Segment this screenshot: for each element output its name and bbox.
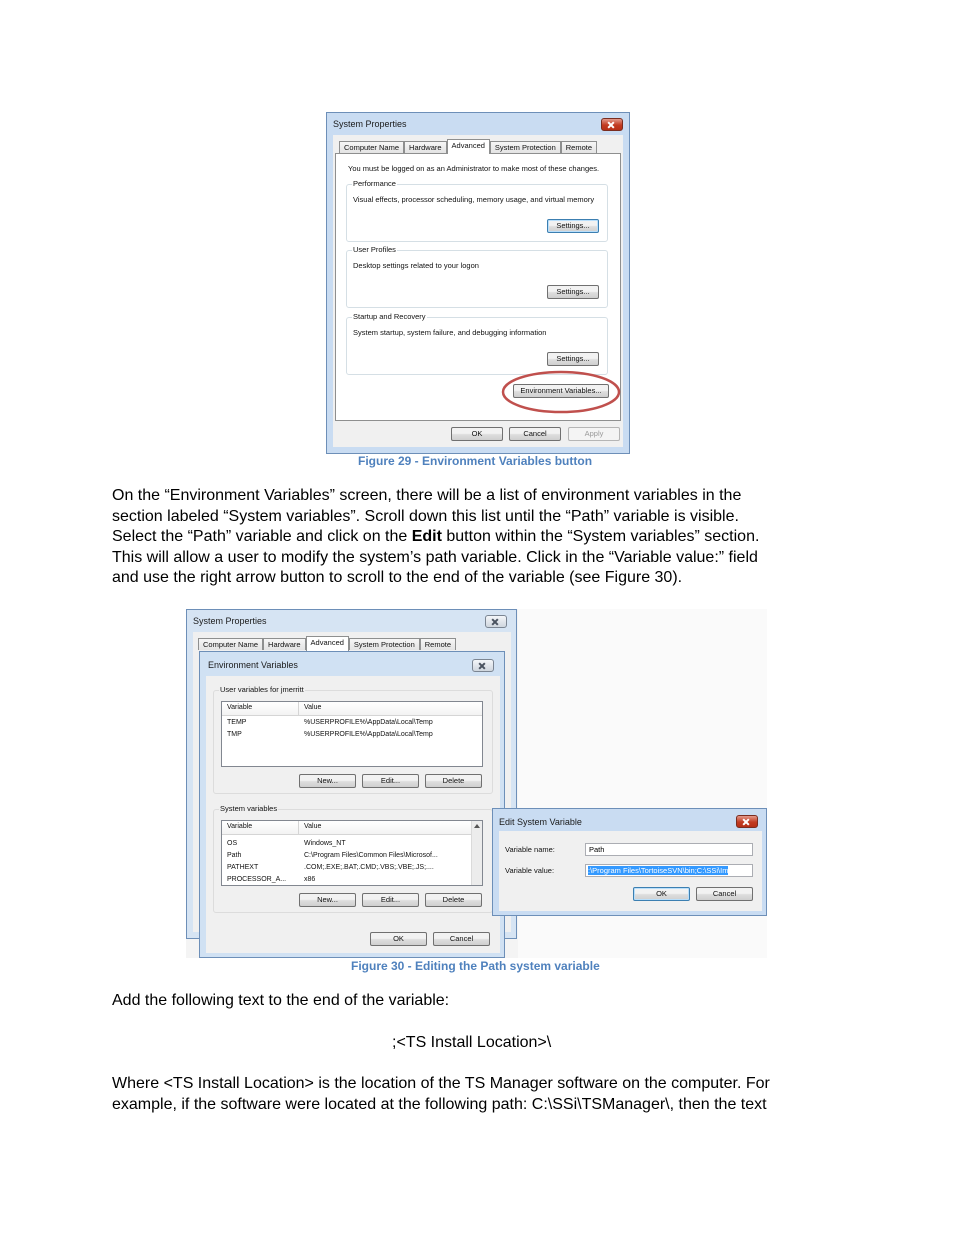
environment-variables-button[interactable]: Environment Variables...: [513, 384, 609, 398]
paragraph-line: example, if the software were located at the following path: C:\SSi\TSManager\, then the text: [112, 1095, 767, 1113]
highlight-circle: [498, 368, 624, 416]
close-icon[interactable]: [736, 815, 758, 828]
user-new-button[interactable]: New...: [299, 774, 356, 788]
system-var-value[interactable]: Windows_NT: [304, 840, 346, 847]
tab-hardware[interactable]: Hardware: [263, 638, 306, 650]
user-var-name[interactable]: TMP: [227, 731, 242, 738]
edit-ok-button[interactable]: OK: [633, 887, 690, 901]
tab-strip: [339, 139, 597, 153]
code-line: ;<TS Install Location>\: [392, 1034, 552, 1051]
variable-name-input[interactable]: Path: [585, 843, 753, 856]
system-variables-label: System variables: [220, 804, 278, 813]
ok-button[interactable]: OK: [451, 427, 503, 441]
paragraph-add-text: Add the following text to the end of the variable:: [112, 992, 450, 1009]
tab-remote[interactable]: Remote: [420, 638, 456, 650]
vertical-scrollbar[interactable]: [471, 821, 482, 885]
system-var-name[interactable]: PROCESSOR_A...: [227, 876, 287, 883]
env-cancel-button[interactable]: Cancel: [433, 932, 490, 946]
user-variables-list[interactable]: [221, 701, 483, 767]
paragraph-line: Where <TS Install Location> is the location of the TS Manager software on the computer. For: [112, 1075, 770, 1092]
env-ok-button[interactable]: OK: [370, 932, 427, 946]
system-var-name[interactable]: OS: [227, 840, 238, 847]
system-var-name[interactable]: PATHEXT: [227, 864, 259, 871]
system-var-value[interactable]: C:\Program Files\Common Files\Microsof...: [304, 852, 438, 859]
tab-strip: [198, 636, 456, 650]
close-icon[interactable]: [485, 615, 507, 628]
cancel-button[interactable]: Cancel: [509, 427, 561, 441]
system-var-name[interactable]: Path: [227, 852, 242, 859]
title-bar: [200, 652, 504, 676]
column-variable[interactable]: Variable: [227, 704, 253, 711]
startup-recovery-group: [346, 312, 608, 375]
title-bar: [493, 809, 766, 833]
variable-name-label: Variable name:: [505, 845, 555, 854]
list-header: [222, 821, 472, 835]
column-separator: [298, 702, 299, 715]
user-profiles-settings-button[interactable]: Settings...: [547, 285, 599, 299]
figure-30-caption: Figure 30 - Editing the Path system variable: [351, 959, 600, 973]
system-variables-list[interactable]: [221, 820, 483, 886]
tab-remote[interactable]: Remote: [561, 141, 597, 153]
system-var-value[interactable]: .COM;.EXE;.BAT;.CMD;.VBS;.VBE;.JS;....: [304, 864, 434, 871]
paragraph-line-text: Select the “Path” variable and click on the: [112, 528, 412, 546]
tab-system-protection[interactable]: System Protection: [490, 141, 561, 153]
tab-computer-name[interactable]: Computer Name: [198, 638, 263, 650]
variable-value-input[interactable]: [585, 864, 753, 877]
user-var-value[interactable]: %USERPROFILE%\AppData\Local\Temp: [304, 731, 433, 738]
variable-value-selection: :\Program Files\TortoiseSVN\bin;C:\SSi\Im: [588, 866, 729, 875]
title-bar: [327, 113, 629, 137]
window-title: Environment Variables: [208, 660, 298, 670]
column-value[interactable]: Value: [304, 704, 322, 711]
paragraph-install-location: [112, 1074, 770, 1115]
column-value[interactable]: Value: [304, 823, 322, 830]
tab-system-protection[interactable]: System Protection: [349, 638, 420, 650]
paragraph-line: and use the right arrow button to scroll to the end of the variable (see Figure 30).: [112, 569, 683, 587]
variable-value-label: Variable value:: [505, 866, 555, 875]
window-title: Edit System Variable: [499, 817, 582, 827]
user-variables-label: User variables for jmerritt: [220, 685, 304, 694]
scroll-up-icon[interactable]: [474, 824, 480, 828]
window-title: System Properties: [333, 119, 407, 129]
edit-cancel-button[interactable]: Cancel: [696, 887, 753, 901]
system-edit-button[interactable]: Edit...: [362, 893, 419, 907]
apply-button[interactable]: Apply: [568, 427, 620, 441]
column-variable[interactable]: Variable: [227, 823, 253, 830]
performance-desc: Visual effects, processor scheduling, memory usage, and virtual memory: [353, 195, 595, 204]
system-delete-button[interactable]: Delete: [425, 893, 482, 907]
startup-recovery-desc: System startup, system failure, and debugging information: [353, 328, 547, 337]
paragraph-line: [112, 527, 759, 548]
performance-label: Performance: [353, 179, 396, 188]
user-profiles-desc: Desktop settings related to your logon: [353, 261, 479, 270]
environment-variables-dialog: [199, 651, 505, 958]
user-edit-button[interactable]: Edit...: [362, 774, 419, 788]
admin-note: You must be logged on as an Administrator to make most of these changes.: [348, 164, 600, 173]
edit-system-variable-dialog: [492, 808, 767, 916]
tab-computer-name[interactable]: Computer Name: [339, 141, 404, 153]
user-delete-button[interactable]: Delete: [425, 774, 482, 788]
title-bar: [187, 610, 516, 634]
tab-advanced[interactable]: Advanced: [447, 139, 490, 154]
edit-keyword: Edit: [411, 528, 442, 546]
startup-recovery-label: Startup and Recovery: [353, 312, 426, 321]
paragraph-line-tail: button within the “System variables” section.: [441, 528, 760, 546]
paragraph-line: On the “Environment Variables” screen, there will be a list of environment variables in the: [112, 487, 742, 504]
user-var-name[interactable]: TEMP: [227, 719, 247, 726]
list-header: [222, 702, 482, 716]
paragraph-environment-variables: [112, 486, 759, 589]
figure-30-image: [186, 609, 767, 958]
startup-recovery-settings-button[interactable]: Settings...: [547, 352, 599, 366]
user-variables-group: [213, 685, 493, 794]
dialog-client-area: [206, 676, 500, 953]
close-icon[interactable]: [601, 118, 623, 131]
performance-settings-button[interactable]: Settings...: [547, 219, 599, 233]
user-profiles-group: [346, 245, 608, 308]
system-var-value[interactable]: x86: [304, 876, 316, 883]
tab-advanced[interactable]: Advanced: [306, 636, 349, 651]
column-separator: [298, 821, 299, 834]
system-new-button[interactable]: New...: [299, 893, 356, 907]
window-title: System Properties: [193, 616, 267, 626]
tab-hardware[interactable]: Hardware: [404, 141, 447, 153]
system-variables-group: [213, 804, 493, 913]
user-profiles-label: User Profiles: [353, 245, 396, 254]
paragraph-line: This will allow a user to modify the system’s path variable. Click in the “Variable value:” field: [112, 548, 758, 566]
paragraph-line: section labeled “System variables”. Scroll down this list until the “Path” variable is visible.: [112, 507, 739, 525]
figure-29-caption: Figure 29 - Environment Variables button: [358, 454, 593, 468]
close-icon[interactable]: [472, 659, 494, 672]
performance-group: [346, 179, 608, 242]
user-var-value[interactable]: %USERPROFILE%\AppData\Local\Temp: [304, 719, 433, 726]
dialog-client-area: [499, 831, 762, 911]
